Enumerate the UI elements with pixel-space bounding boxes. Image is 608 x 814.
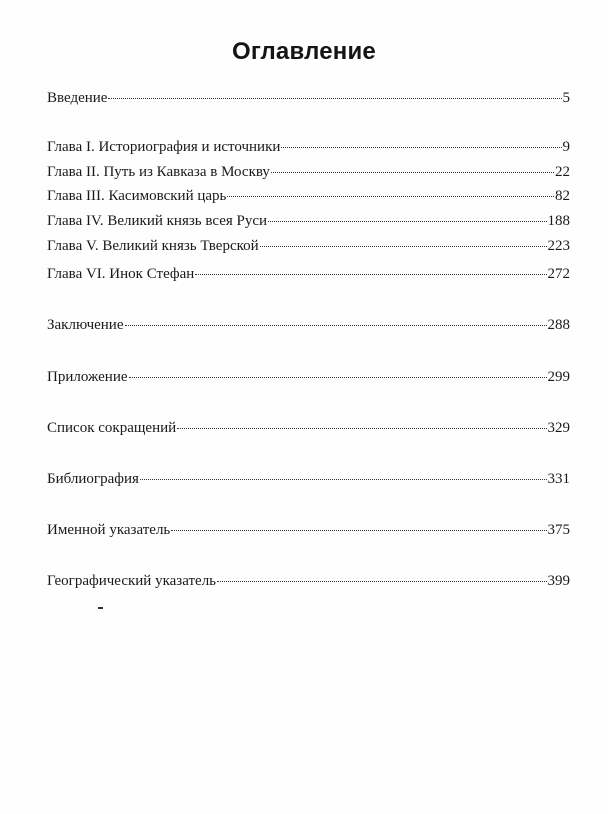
page-title: Оглавление [232, 38, 376, 65]
toc-entry-page: 288 [547, 317, 570, 333]
dot-leader [171, 529, 546, 531]
toc-entry-chapter-2[interactable] [47, 162, 570, 182]
dot-leader [195, 273, 546, 275]
toc-entry-label: Глава IV. Великий князь всея Руси [47, 213, 268, 229]
toc-entry-chapter-1[interactable] [47, 137, 570, 157]
toc-entry-page: 299 [547, 369, 570, 385]
toc-entry-page: 375 [547, 522, 570, 538]
toc-entry-label: Введение [47, 90, 108, 106]
dot-leader [129, 376, 547, 378]
dot-leader [227, 195, 554, 197]
dot-leader [281, 146, 561, 148]
toc-entry-label: Приложение [47, 369, 128, 385]
toc-entry-page: 399 [547, 573, 570, 589]
toc-entry-page: 331 [547, 471, 570, 487]
toc-entry-abbreviations[interactable] [47, 418, 570, 438]
toc-entry-chapter-5[interactable] [47, 236, 570, 256]
toc-entry-chapter-4[interactable] [47, 211, 570, 231]
toc-entry-page: 9 [562, 139, 570, 155]
toc-entry-page: 223 [547, 238, 570, 254]
toc-entry-conclusion[interactable] [47, 315, 570, 335]
toc-entry-page: 188 [547, 213, 570, 229]
toc-entry-page: 5 [562, 90, 570, 106]
toc-entry-introduction[interactable] [47, 88, 570, 108]
toc-entry-label: Именной указатель [47, 522, 171, 538]
toc-entry-page: 22 [555, 164, 570, 180]
dot-leader [140, 478, 547, 480]
toc-entry-label: Заключение [47, 317, 124, 333]
toc-entry-page: 329 [547, 420, 570, 436]
toc-entry-label: Глава III. Касимовский царь [47, 188, 227, 204]
toc-entry-label: Библиография [47, 471, 139, 487]
dot-leader [271, 171, 554, 173]
toc-entry-chapter-6[interactable] [47, 264, 570, 284]
toc-entry-label: Глава II. Путь из Кавказа в Москву [47, 164, 270, 180]
toc-entry-label: Географический указатель [47, 573, 217, 589]
toc-entry-label: Глава VI. Инок Стефан [47, 266, 195, 282]
toc-entry-appendix[interactable] [47, 367, 570, 387]
toc-entry-page: 82 [555, 188, 570, 204]
dot-leader [108, 97, 561, 99]
toc-entry-chapter-3[interactable] [47, 186, 570, 206]
toc-entry-label: Глава V. Великий князь Тверской [47, 238, 259, 254]
toc-entry-label: Глава I. Историография и источники [47, 139, 281, 155]
dot-leader [177, 427, 546, 429]
toc-entry-bibliography[interactable] [47, 469, 570, 489]
print-mark [98, 607, 103, 609]
dot-leader [125, 324, 547, 326]
toc-entry-name-index[interactable] [47, 520, 570, 540]
dot-leader [217, 580, 546, 582]
toc-entry-label: Список сокращений [47, 420, 177, 436]
dot-leader [260, 245, 547, 247]
dot-leader [268, 220, 546, 222]
toc-entry-page: 272 [547, 266, 570, 282]
toc-entry-geographic-index[interactable] [47, 571, 570, 591]
